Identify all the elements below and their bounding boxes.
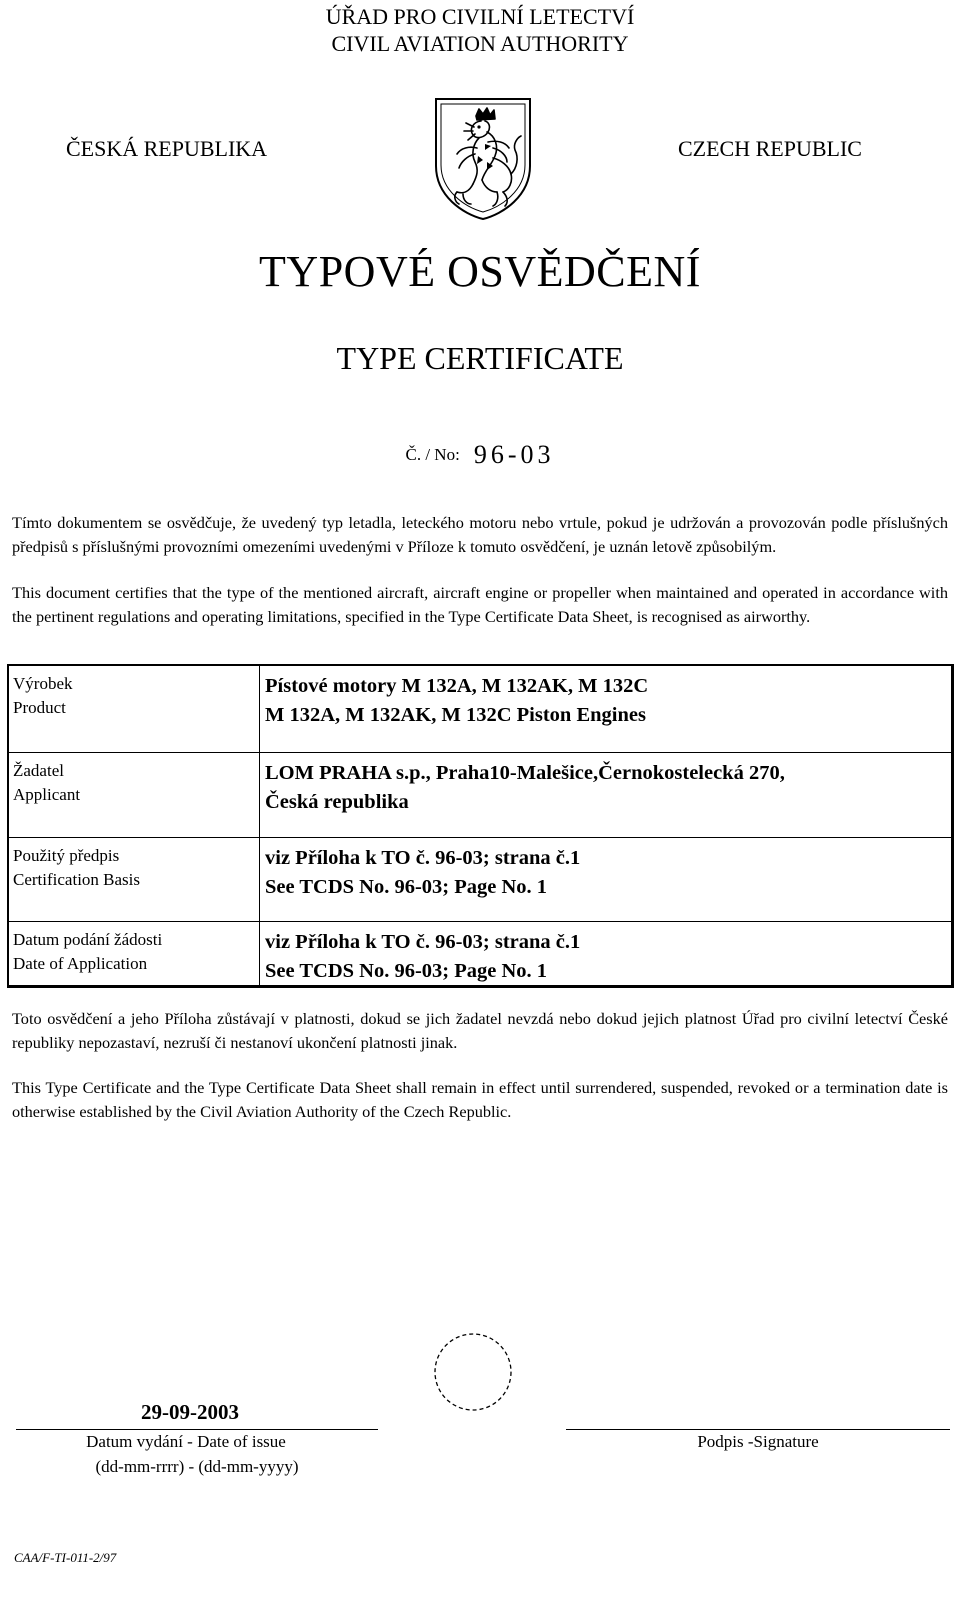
certification-basis-label-cell [9, 838, 260, 921]
applicant-value-line2: Česká republika [265, 790, 409, 813]
applicant-value-line1: LOM PRAHA s.p., Praha10-Malešice,Černokostelecká 270, [265, 762, 785, 784]
country-name-cz: ČESKÁ REPUBLIKA [66, 136, 268, 161]
date-of-application-label-en: Date of Application [13, 953, 148, 973]
table-row-applicant [9, 752, 951, 837]
table-row-certification-basis [9, 837, 951, 921]
issue-date-line [16, 1429, 378, 1430]
certificate-details-table [7, 664, 954, 988]
issue-date-format: (dd-mm-rrrr) - (dd-mm-yyyy) [95, 1457, 299, 1476]
validity-paragraph-en: This Type Certificate and the Type Certificate Data Sheet shall remain in effect until surrendered, suspended, revoked or a termination date is otherwise established by the Civil Aviation Authority of the Czech Republic. [12, 1078, 948, 1121]
seal-placeholder-icon [432, 1331, 514, 1413]
certification-basis-value-line1: viz Příloha k TO č. 96-03; strana č.1 [265, 847, 581, 869]
validity-paragraph-cz: Toto osvědčení a jeho Příloha zůstávají v platnosti, dokud se jich žadatel nevzdá nebo dokud jejich platnost Úřad pro civilní letectví České republiky nepozastaví, nezruší či nestanoví ukončení platnosti jinak. [12, 1009, 948, 1052]
country-name-en: CZECH REPUBLIC [678, 136, 862, 161]
issue-date-label: Datum vydání - Date of issue [86, 1432, 286, 1451]
table-row-product [9, 666, 951, 752]
intro-paragraph-en: This document certifies that the type of the mentioned aircraft, aircraft engine or propeller when maintained and operated in accordance with the pertinent regulations and operating limitations, specified in the Type Certificate Data Sheet, is recognised as airworthy. [12, 583, 948, 626]
product-value-cell [265, 666, 951, 729]
certification-basis-value-cell [265, 838, 951, 901]
product-label-cz: Výrobek [13, 674, 73, 693]
date-of-application-label-cz: Datum podání žádosti [13, 930, 163, 949]
applicant-label-cz: Žadatel [13, 761, 64, 780]
product-label-cell [9, 666, 260, 752]
product-value-line2: M 132A, M 132AK, M 132C Piston Engines [265, 703, 646, 726]
date-of-application-value-cell [265, 922, 951, 985]
intro-paragraph-cz: Tímto dokumentem se osvědčuje, že uvedený typ letadla, leteckého motoru nebo vrtule, pokud je udržován a provozován podle příslušných předpisů s příslušnými provozními omezeními uvedenými v Příloze k tomuto osvědčení, je uznán letově způsobilým. [12, 513, 948, 556]
form-code: CAA/F-TI-011-2/97 [14, 1550, 117, 1565]
applicant-label-en: Applicant [13, 784, 81, 804]
authority-name-cz: ÚŘAD PRO CIVILNÍ LETECTVÍ [325, 4, 635, 29]
title-en: TYPE CERTIFICATE [336, 340, 624, 376]
date-of-application-label-cell [9, 922, 260, 986]
date-of-application-value-line2: See TCDS No. 96-03; Page No. 1 [265, 959, 548, 982]
certificate-number-label: Č. / No: [405, 445, 460, 464]
title-cz: TYPOVÉ OSVĚDČENÍ [259, 247, 701, 296]
table-row-date-of-application [9, 921, 951, 986]
applicant-value-cell [265, 753, 951, 816]
issue-date-value: 29-09-2003 [141, 1400, 239, 1424]
authority-name-en: CIVIL AVIATION AUTHORITY [331, 31, 629, 56]
certification-basis-label-cz: Použitý předpis [13, 846, 120, 865]
date-of-application-value-line1: viz Příloha k TO č. 96-03; strana č.1 [265, 931, 581, 953]
signature-line [566, 1429, 950, 1430]
applicant-label-cell [9, 753, 260, 837]
certificate-number-value: 96-03 [473, 440, 555, 469]
product-value-line1: Pístové motory M 132A, M 132AK, M 132C [265, 675, 649, 697]
certificate-number [0, 440, 960, 470]
signature-label: Podpis -Signature [697, 1432, 819, 1451]
certification-basis-value-line2: See TCDS No. 96-03; Page No. 1 [265, 875, 548, 898]
certification-basis-label-en: Certification Basis [13, 869, 141, 889]
product-label-en: Product [13, 697, 66, 717]
czech-lion-emblem-icon [433, 96, 533, 222]
